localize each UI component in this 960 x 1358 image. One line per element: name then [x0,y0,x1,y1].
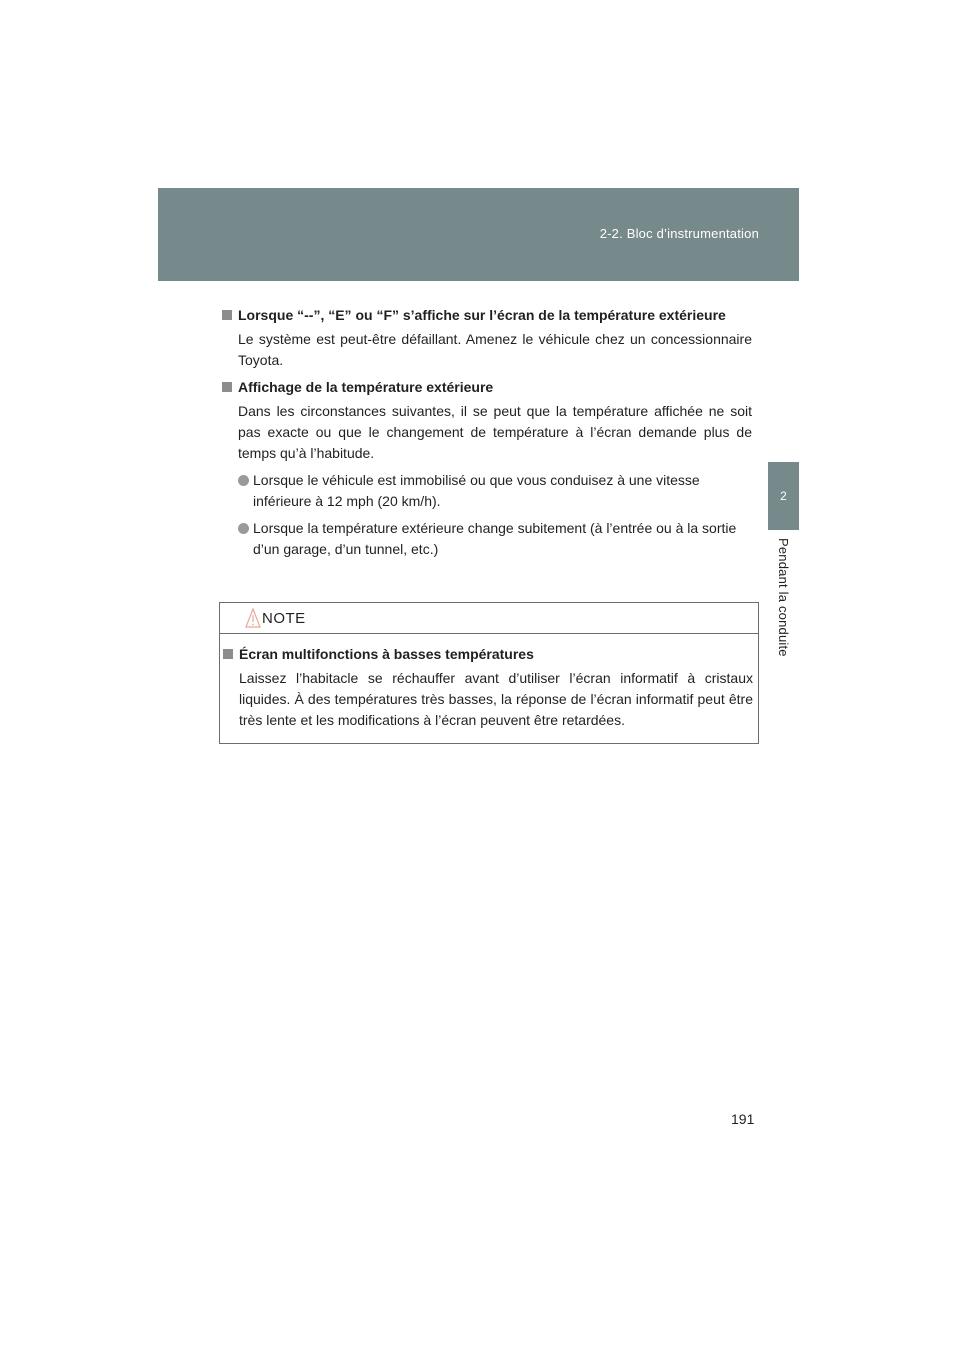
section-block [222,377,752,560]
chapter-label: Pendant la conduite [776,538,791,657]
note-body [223,644,753,731]
list-item [222,518,752,560]
section-block [222,305,752,371]
note-paragraph: Laissez l’habitacle se réchauffer avant d’utiliser l’écran informatif à cristaux liquides. À des températures très basses, la réponse de l’écran informatif peut être très lente et les modifications à l’écran peuvent être retardées. [239,670,753,728]
note-header [220,603,758,634]
note-label: NOTE [262,610,306,627]
list-item [222,470,752,512]
list-item-text: Lorsque la température extérieure change subitement (à l’entrée ou à la sortie d’un garage, d’un tunnel, etc.) [253,520,737,557]
section-heading-text: Affichage de la température extérieure [238,379,494,395]
note-box [219,602,759,744]
header-band [158,188,799,281]
section-paragraph: Dans les circonstances suivantes, il se peut que la température affichée ne soit pas exacte ou que le changement de température à l’écran demande plus de temps qu’à l’habitude. [238,403,752,461]
warning-triangle-icon [245,608,261,628]
circle-bullet-icon [238,523,249,534]
square-bullet-icon [223,649,233,659]
main-content [222,305,752,566]
square-bullet-icon [222,382,232,392]
note-heading [223,644,753,665]
section-heading-text: Lorsque “--”, “E” ou “F” s’affiche sur l’écran de la température extérieure [238,307,726,323]
square-bullet-icon [222,310,232,320]
page-number: 191 [731,1111,755,1127]
circle-bullet-icon [238,475,249,486]
note-heading-text: Écran multifonctions à basses températures [239,646,534,662]
section-heading [222,377,752,398]
chapter-tab [768,462,799,530]
section-heading [222,305,752,326]
list-item-text: Lorsque le véhicule est immobilisé ou que vous conduisez à une vitesse inférieure à 12 mph (20 km/h). [253,472,700,509]
section-paragraph: Le système est peut-être défaillant. Amenez le véhicule chez un concessionnaire Toyota. [238,331,752,368]
section-title-header: 2-2. Bloc d’instrumentation [599,226,759,241]
chapter-number: 2 [780,489,787,503]
